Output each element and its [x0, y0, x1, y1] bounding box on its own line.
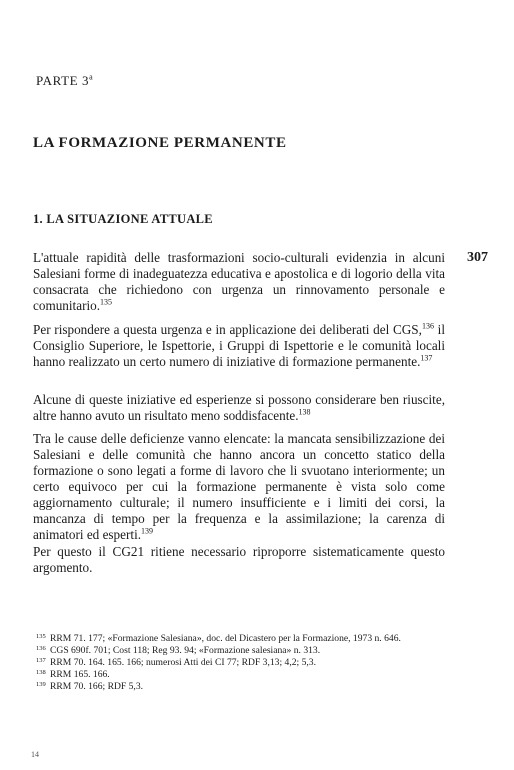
paragraph-2 [33, 322, 445, 370]
footnote-number: 138 [36, 669, 46, 676]
footnote-138 [36, 669, 446, 681]
paragraph-4 [33, 431, 445, 543]
footnote-139 [36, 681, 446, 693]
paragraph-2-text-a: Per rispondere a questa urgenza e in applicazione dei deliberati del CGS, [33, 322, 422, 337]
part-label-superscript: a [89, 72, 94, 82]
part-label [36, 73, 93, 89]
paragraph-3 [33, 392, 445, 424]
paragraph-1-text: L'attuale rapidità delle trasformazioni socio-culturali evidenzia in alcuni Salesiani forme di inadeguatezza educativa e apostolica e di logorio della vita consacrata che richiedono con urgenza un rinnovamento personale e comunitario. [33, 250, 445, 313]
paragraph-4-text: Tra le cause delle deficienze vanno elencate: la mancata sensibilizzazione dei Salesiani e delle comunità che hanno ancora un concetto statico della formazione o sono legati a forme di lavoro che li svuotano interiormente; un certo equivoco per cui la formazione permanente è vista solo come aggiornamento culturale; il numero insufficiente e i limiti dei corsi, la mancanza di tempo per la frequenza e la assimilazione; la carenza di animatori ed esperti. [33, 431, 445, 542]
paragraph-1 [33, 250, 445, 314]
margin-paragraph-number: 307 [467, 250, 488, 265]
footnote-ref-136[interactable]: 136 [421, 321, 434, 331]
paragraph-5 [33, 544, 445, 576]
footnote-text: RRM 165. 166. [50, 669, 110, 680]
paragraph-3-text: Alcune di queste iniziative ed esperienze si possono considerare ben riuscite, altre hanno avuto un risultato meno soddisfacente. [33, 392, 445, 423]
chapter-title: LA FORMAZIONE PERMANENTE [33, 135, 287, 151]
paragraph-5-text: Per questo il CG21 ritiene necessario riproporre sistematicamente questo argomento. [33, 544, 445, 575]
footnote-136 [36, 645, 446, 657]
paragraph-2-text-b: il Consiglio Superiore, le Ispettorie, i Gruppi di Ispettorie e le comunità locali hanno realizzato un certo numero di iniziative di formazione permanente. [33, 322, 445, 369]
footnote-text: RRM 71. 177; «Formazione Salesiana», doc. del Dicastero per la Formazione, 1973 n. 646. [50, 633, 401, 644]
footnote-text: RRM 70. 166; RDF 5,3. [50, 681, 144, 692]
footnote-ref-137[interactable]: 137 [420, 353, 433, 363]
footnote-number: 139 [36, 681, 46, 688]
section-title: 1. LA SITUAZIONE ATTUALE [33, 212, 213, 226]
footnote-ref-138[interactable]: 138 [298, 407, 311, 417]
footnote-ref-135[interactable]: 135 [100, 297, 113, 307]
footnote-text: RRM 70. 164. 165. 166; numerosi Atti dei CI 77; RDF 3,13; 4,2; 5,3. [50, 657, 316, 668]
footnote-number: 137 [36, 657, 46, 664]
footnote-text: CGS 690f. 701; Cost 118; Reg 93. 94; «Formazione salesiana» n. 313. [50, 645, 321, 656]
part-label-text: PARTE 3 [36, 73, 90, 88]
footnote-ref-139[interactable]: 139 [141, 526, 154, 536]
footnote-number: 135 [36, 633, 46, 640]
page-number: 14 [31, 750, 39, 759]
footnote-135 [36, 633, 446, 645]
footnote-137 [36, 657, 446, 669]
footnote-number: 136 [36, 645, 46, 652]
footnotes [36, 633, 446, 693]
